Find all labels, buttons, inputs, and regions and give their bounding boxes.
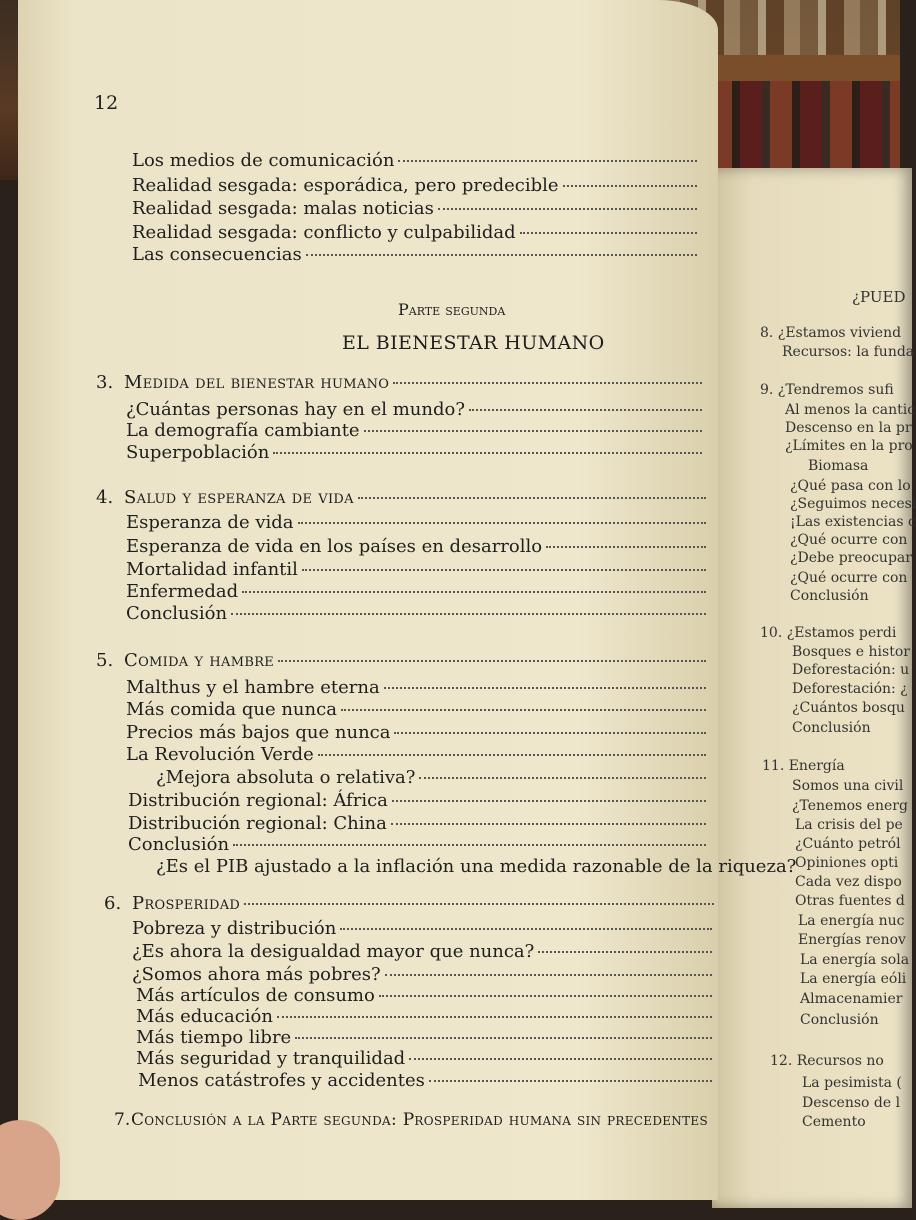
right-page-line: 11. Energía — [762, 758, 845, 774]
toc-entry-label: ¿Somos ahora más pobres? — [132, 964, 381, 985]
toc-entry-label: Las consecuencias — [132, 244, 302, 265]
right-page-line: 9. ¿Tendremos sufi — [760, 382, 894, 398]
leader-dots — [302, 569, 706, 571]
toc-entry — [126, 420, 702, 441]
toc-entry-label: ¿Mejora absoluta o relativa? — [156, 767, 416, 788]
leader-dots — [391, 823, 706, 825]
leader-dots — [520, 232, 697, 234]
chapter-heading — [104, 893, 714, 914]
leader-dots — [429, 1080, 712, 1082]
toc-entry — [126, 512, 706, 533]
toc-entry-label: Distribución regional: China — [128, 813, 387, 834]
toc-entry — [126, 581, 706, 602]
leader-dots — [392, 800, 706, 802]
right-page-line: Cemento — [802, 1114, 866, 1130]
toc-entry-label: Los medios de comunicación — [132, 150, 395, 171]
leader-dots — [398, 160, 697, 162]
toc-entry-label: La demografía cambiante — [126, 420, 360, 441]
leader-dots — [364, 430, 702, 432]
toc-entry — [138, 1070, 712, 1091]
right-page-line: Conclusión — [790, 588, 869, 604]
right-page-line: La energía sola — [800, 952, 910, 968]
right-page-line: La pesimista ( — [802, 1075, 902, 1091]
right-page-line: ¿Debe preocupar — [790, 550, 912, 566]
right-page-line: 8. ¿Estamos viviend — [760, 325, 902, 341]
toc-entry-label: Superpoblación — [126, 442, 270, 463]
toc-entry-label: Mortalidad infantil — [126, 559, 298, 580]
right-page-line: Conclusión — [800, 1012, 879, 1028]
toc-entry-label: Malthus y el hambre eterna — [126, 677, 380, 698]
chapter-number: 4. — [96, 487, 114, 508]
toc-entry-label: Realidad sesgada: malas noticias — [132, 198, 434, 219]
leader-dots — [318, 754, 706, 756]
toc-entry — [126, 699, 706, 720]
toc-entry — [132, 222, 697, 243]
leader-dots — [379, 995, 712, 997]
chapter-title: Salud y esperanza de vida — [124, 487, 354, 508]
chapter-number: 7. — [114, 1110, 131, 1130]
toc-entry — [128, 813, 706, 834]
right-page-line: ¿Tenemos energ — [792, 798, 908, 814]
right-page-line: ¿Cuántos bosqu — [792, 700, 905, 716]
chapter-number: 6. — [104, 893, 122, 914]
right-page-line: ¿Límites en la pro — [785, 438, 913, 454]
toc-entry — [132, 244, 697, 265]
toc-entry — [156, 856, 797, 877]
chapter-heading — [96, 487, 706, 508]
toc-entry-label: Pobreza y distribución — [132, 918, 337, 939]
part-label: Parte segunda — [398, 300, 506, 319]
toc-entry — [132, 198, 697, 219]
right-page-line: Biomasa — [808, 458, 869, 474]
toc-entry — [132, 964, 712, 985]
toc-entry — [136, 1027, 712, 1048]
toc-entry — [128, 790, 706, 811]
leader-dots — [419, 777, 706, 779]
right-page-line: Descenso en la pr — [785, 420, 912, 436]
chapter-title: Comida y hambre — [124, 650, 275, 671]
toc-entry — [126, 536, 706, 557]
chapter-number: 5. — [96, 650, 114, 671]
toc-entry-label: ¿Es el PIB ajustado a la inflación una medida razonable de la riqueza? — [156, 856, 797, 877]
toc-entry — [156, 767, 706, 788]
toc-entry-label: Más educación — [136, 1006, 273, 1027]
leader-dots — [341, 709, 706, 711]
right-page-heading: ¿PUED — [852, 288, 906, 306]
right-page-line: Opiniones opti — [795, 855, 899, 871]
leader-dots — [340, 928, 712, 930]
right-page-line: 12. Recursos no — [770, 1053, 884, 1069]
chapter-title: Conclusión a la Parte segunda: Prosperidad humana sin precedentes — [130, 1110, 708, 1130]
right-page-line: La energía eóli — [800, 971, 907, 987]
chapter-title: Prosperidad — [132, 893, 241, 914]
chapter-title: Medida del bienestar humano — [124, 372, 390, 393]
leader-dots — [277, 1016, 712, 1018]
leader-dots — [306, 254, 697, 256]
leader-dots — [385, 974, 712, 976]
toc-entry-label: Conclusión — [126, 603, 228, 624]
leader-dots — [538, 951, 712, 953]
right-page-line: ¿Qué ocurre con — [790, 532, 908, 548]
toc-entry-label: La Revolución Verde — [126, 744, 314, 765]
right-page-line: Descenso de l — [802, 1095, 901, 1111]
chapter-number: 3. — [96, 372, 114, 393]
toc-entry-label: Esperanza de vida — [126, 512, 294, 533]
chapter-heading — [96, 650, 706, 671]
toc-entry — [126, 442, 702, 463]
right-page-line: Al menos la cantic — [785, 402, 916, 418]
right-page-line: Deforestación: u — [792, 662, 910, 678]
right-page-line: Bosques e histor — [792, 644, 910, 660]
leader-dots — [546, 546, 706, 548]
leader-dots — [394, 732, 706, 734]
toc-entry — [126, 603, 706, 624]
toc-entry — [132, 918, 712, 939]
right-page-line: ¿Seguimos necesi — [790, 496, 916, 512]
right-page-line: Recursos: la funda — [782, 344, 915, 360]
right-page-line: ¿Cuánto petról — [795, 836, 901, 852]
leader-dots — [244, 903, 714, 905]
leader-dots — [563, 185, 697, 187]
chapter-heading — [114, 1110, 712, 1130]
leader-dots — [409, 1058, 712, 1060]
right-page-line: ¡Las existencias c — [790, 514, 916, 530]
toc-entry-label: Enfermedad — [126, 581, 239, 602]
right-page-line: Cada vez dispo — [795, 874, 902, 890]
right-page-line: Almacenamier — [800, 991, 903, 1007]
toc-entry-label: Precios más bajos que nunca — [126, 722, 391, 743]
toc-entry-label: Realidad sesgada: esporádica, pero predecible — [132, 175, 559, 196]
toc-entry-label: ¿Es ahora la desigualdad mayor que nunca? — [132, 941, 535, 962]
right-page-line: La crisis del pe — [795, 817, 903, 833]
toc-entry — [126, 559, 706, 580]
leader-dots — [438, 208, 697, 210]
toc-entry — [132, 175, 697, 196]
leader-dots — [242, 591, 706, 593]
leader-dots — [233, 844, 706, 846]
leader-dots — [231, 613, 706, 615]
leader-dots — [358, 497, 706, 499]
toc-entry — [132, 941, 712, 962]
toc-entry-label: Más tiempo libre — [136, 1027, 292, 1048]
toc-entry-label: Esperanza de vida en los países en desarrollo — [126, 536, 543, 557]
right-page-line: 10. ¿Estamos perdi — [760, 625, 897, 641]
toc-entry — [126, 677, 706, 698]
toc-entry — [126, 744, 706, 765]
leader-dots — [298, 522, 707, 524]
leader-dots — [384, 687, 706, 689]
right-page-line: La energía nuc — [798, 913, 905, 929]
leader-dots — [278, 660, 706, 662]
right-page-line: Energías renov — [798, 932, 906, 948]
toc-entry-label: Conclusión — [128, 834, 230, 855]
right-page-line: ¿Qué pasa con lo — [790, 478, 911, 494]
toc-entry-label: Realidad sesgada: conflicto y culpabilidad — [132, 222, 516, 243]
right-page-line: Conclusión — [792, 720, 871, 736]
part-title: EL BIENESTAR HUMANO — [342, 332, 605, 354]
toc-entry-label: Más comida que nunca — [126, 699, 337, 720]
chapter-heading — [96, 372, 702, 393]
toc-entry-label: Más seguridad y tranquilidad — [136, 1048, 406, 1069]
toc-entry — [136, 1006, 712, 1027]
toc-entry-label: Menos catástrofes y accidentes — [138, 1070, 425, 1091]
toc-entry — [126, 722, 706, 743]
right-page-line: ¿Qué ocurre con — [790, 570, 908, 586]
toc-entry — [128, 834, 706, 855]
toc-entry-label: ¿Cuántas personas hay en el mundo? — [126, 399, 465, 420]
page-number: 12 — [94, 92, 119, 114]
leader-dots — [393, 382, 702, 384]
toc-entry — [126, 399, 702, 420]
leader-dots — [273, 452, 702, 454]
toc-entry — [136, 985, 712, 1006]
toc-entry-label: Distribución regional: África — [128, 790, 388, 811]
toc-entry — [132, 150, 697, 171]
leader-dots — [295, 1037, 712, 1039]
toc-entry-label: Más artículos de consumo — [136, 985, 375, 1006]
right-page-line: Somos una civil — [792, 778, 904, 794]
leader-dots — [469, 409, 702, 411]
toc-entry — [136, 1048, 712, 1069]
right-page-line: Otras fuentes d — [795, 893, 905, 909]
right-page-line: Deforestación: ¿ — [792, 681, 908, 697]
